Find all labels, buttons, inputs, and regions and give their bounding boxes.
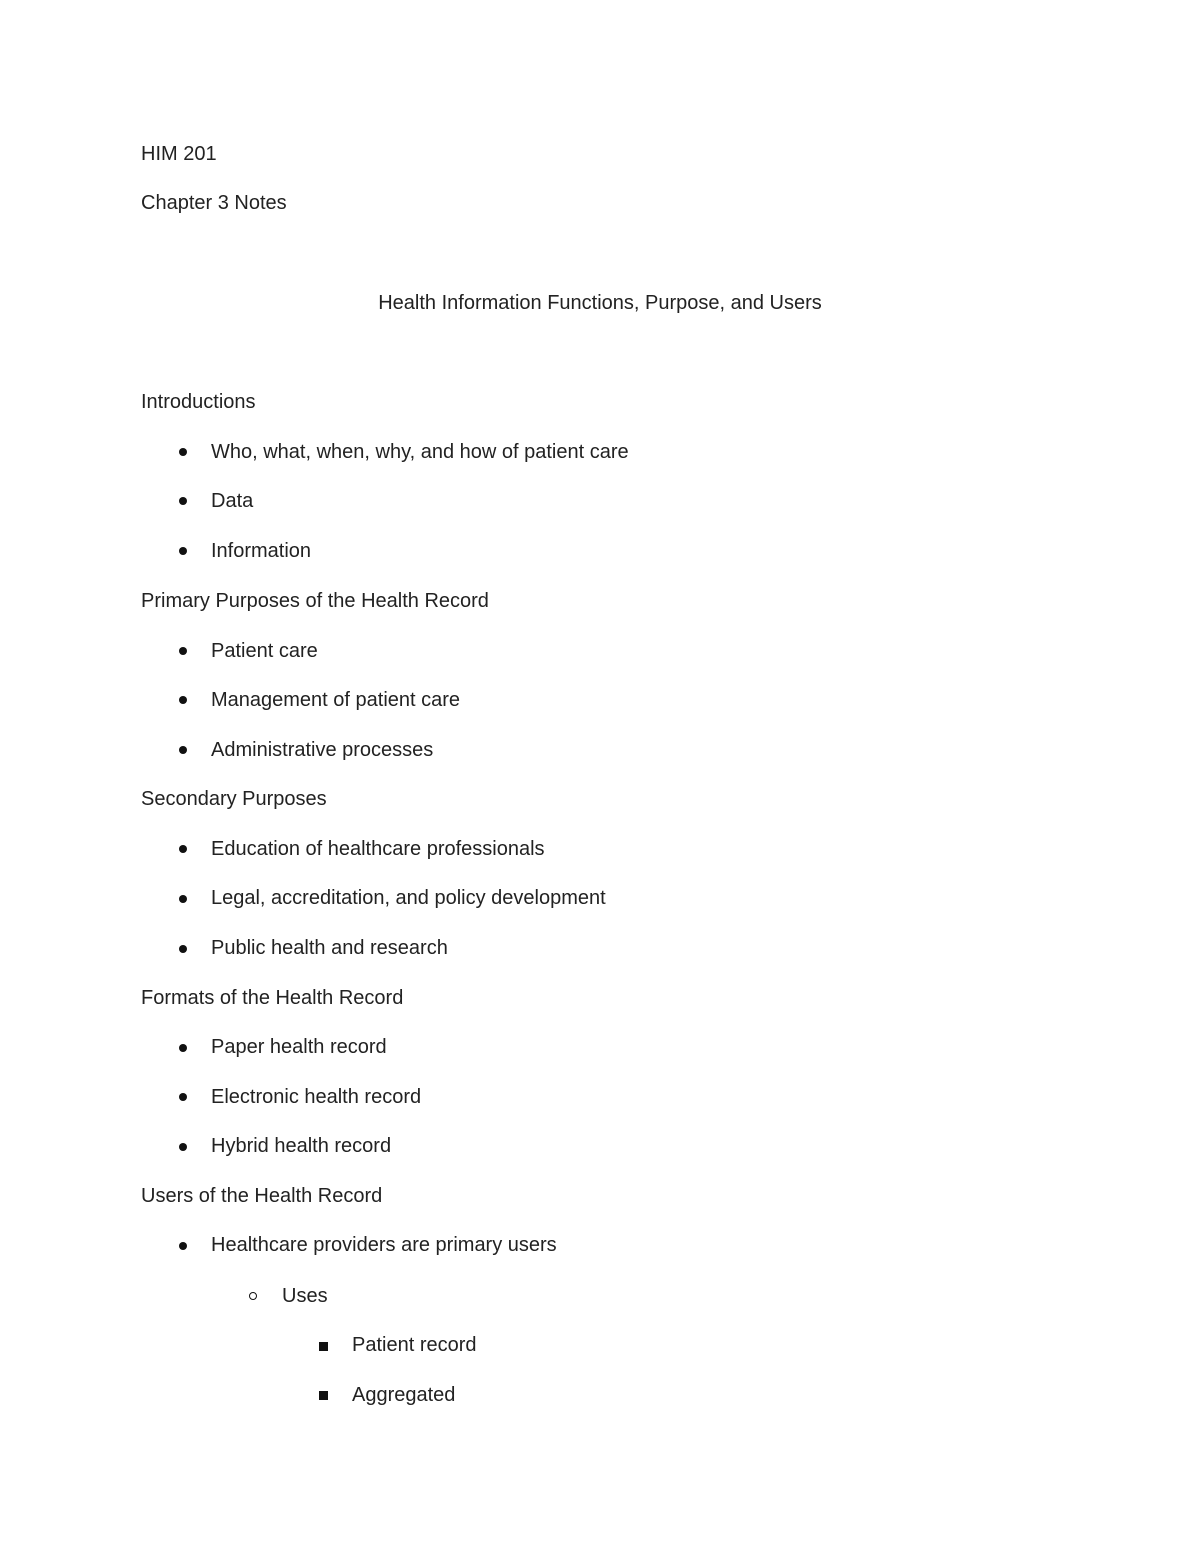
document-title: Health Information Functions, Purpose, and Users [378,292,822,314]
section-heading: Introductions [141,391,256,413]
section-heading: Secondary Purposes [141,788,327,810]
list-item: Information [211,540,312,562]
list-item: Administrative processes [211,739,434,761]
list-item: Public health and research [211,937,448,959]
bullet-icon [179,895,187,903]
sub-list-item: Uses [282,1285,328,1307]
bullet-icon [179,1242,187,1250]
bullet-icon [179,1044,187,1052]
list-item: Patient care [211,640,318,662]
list-item: Management of patient care [211,689,461,711]
sub-sub-list-item: Aggregated [352,1384,456,1406]
list-item: Data [211,490,254,512]
bullet-icon [179,497,187,505]
list-item: Legal, accreditation, and policy development [211,887,606,909]
chapter-subtitle: Chapter 3 Notes [141,192,287,214]
list-item: Healthcare providers are primary users [211,1234,557,1256]
bullet-icon [179,448,187,456]
section-heading: Primary Purposes of the Health Record [141,590,489,612]
course-code: HIM 201 [141,143,217,165]
bullet-icon [179,696,187,704]
square-bullet-icon [319,1342,328,1351]
bullet-icon [179,845,187,853]
list-item: Who, what, when, why, and how of patient care [211,441,629,463]
list-item: Electronic health record [211,1086,422,1108]
bullet-icon [179,945,187,953]
square-bullet-icon [319,1391,328,1400]
list-item: Paper health record [211,1036,387,1058]
list-item: Education of healthcare professionals [211,838,545,860]
bullet-icon [179,1143,187,1151]
bullet-icon [179,746,187,754]
section-heading: Users of the Health Record [141,1185,383,1207]
hollow-bullet-icon [249,1292,257,1300]
bullet-icon [179,1093,187,1101]
sub-sub-list-item: Patient record [352,1334,477,1356]
bullet-icon [179,647,187,655]
section-heading: Formats of the Health Record [141,987,404,1009]
list-item: Hybrid health record [211,1135,392,1157]
bullet-icon [179,547,187,555]
